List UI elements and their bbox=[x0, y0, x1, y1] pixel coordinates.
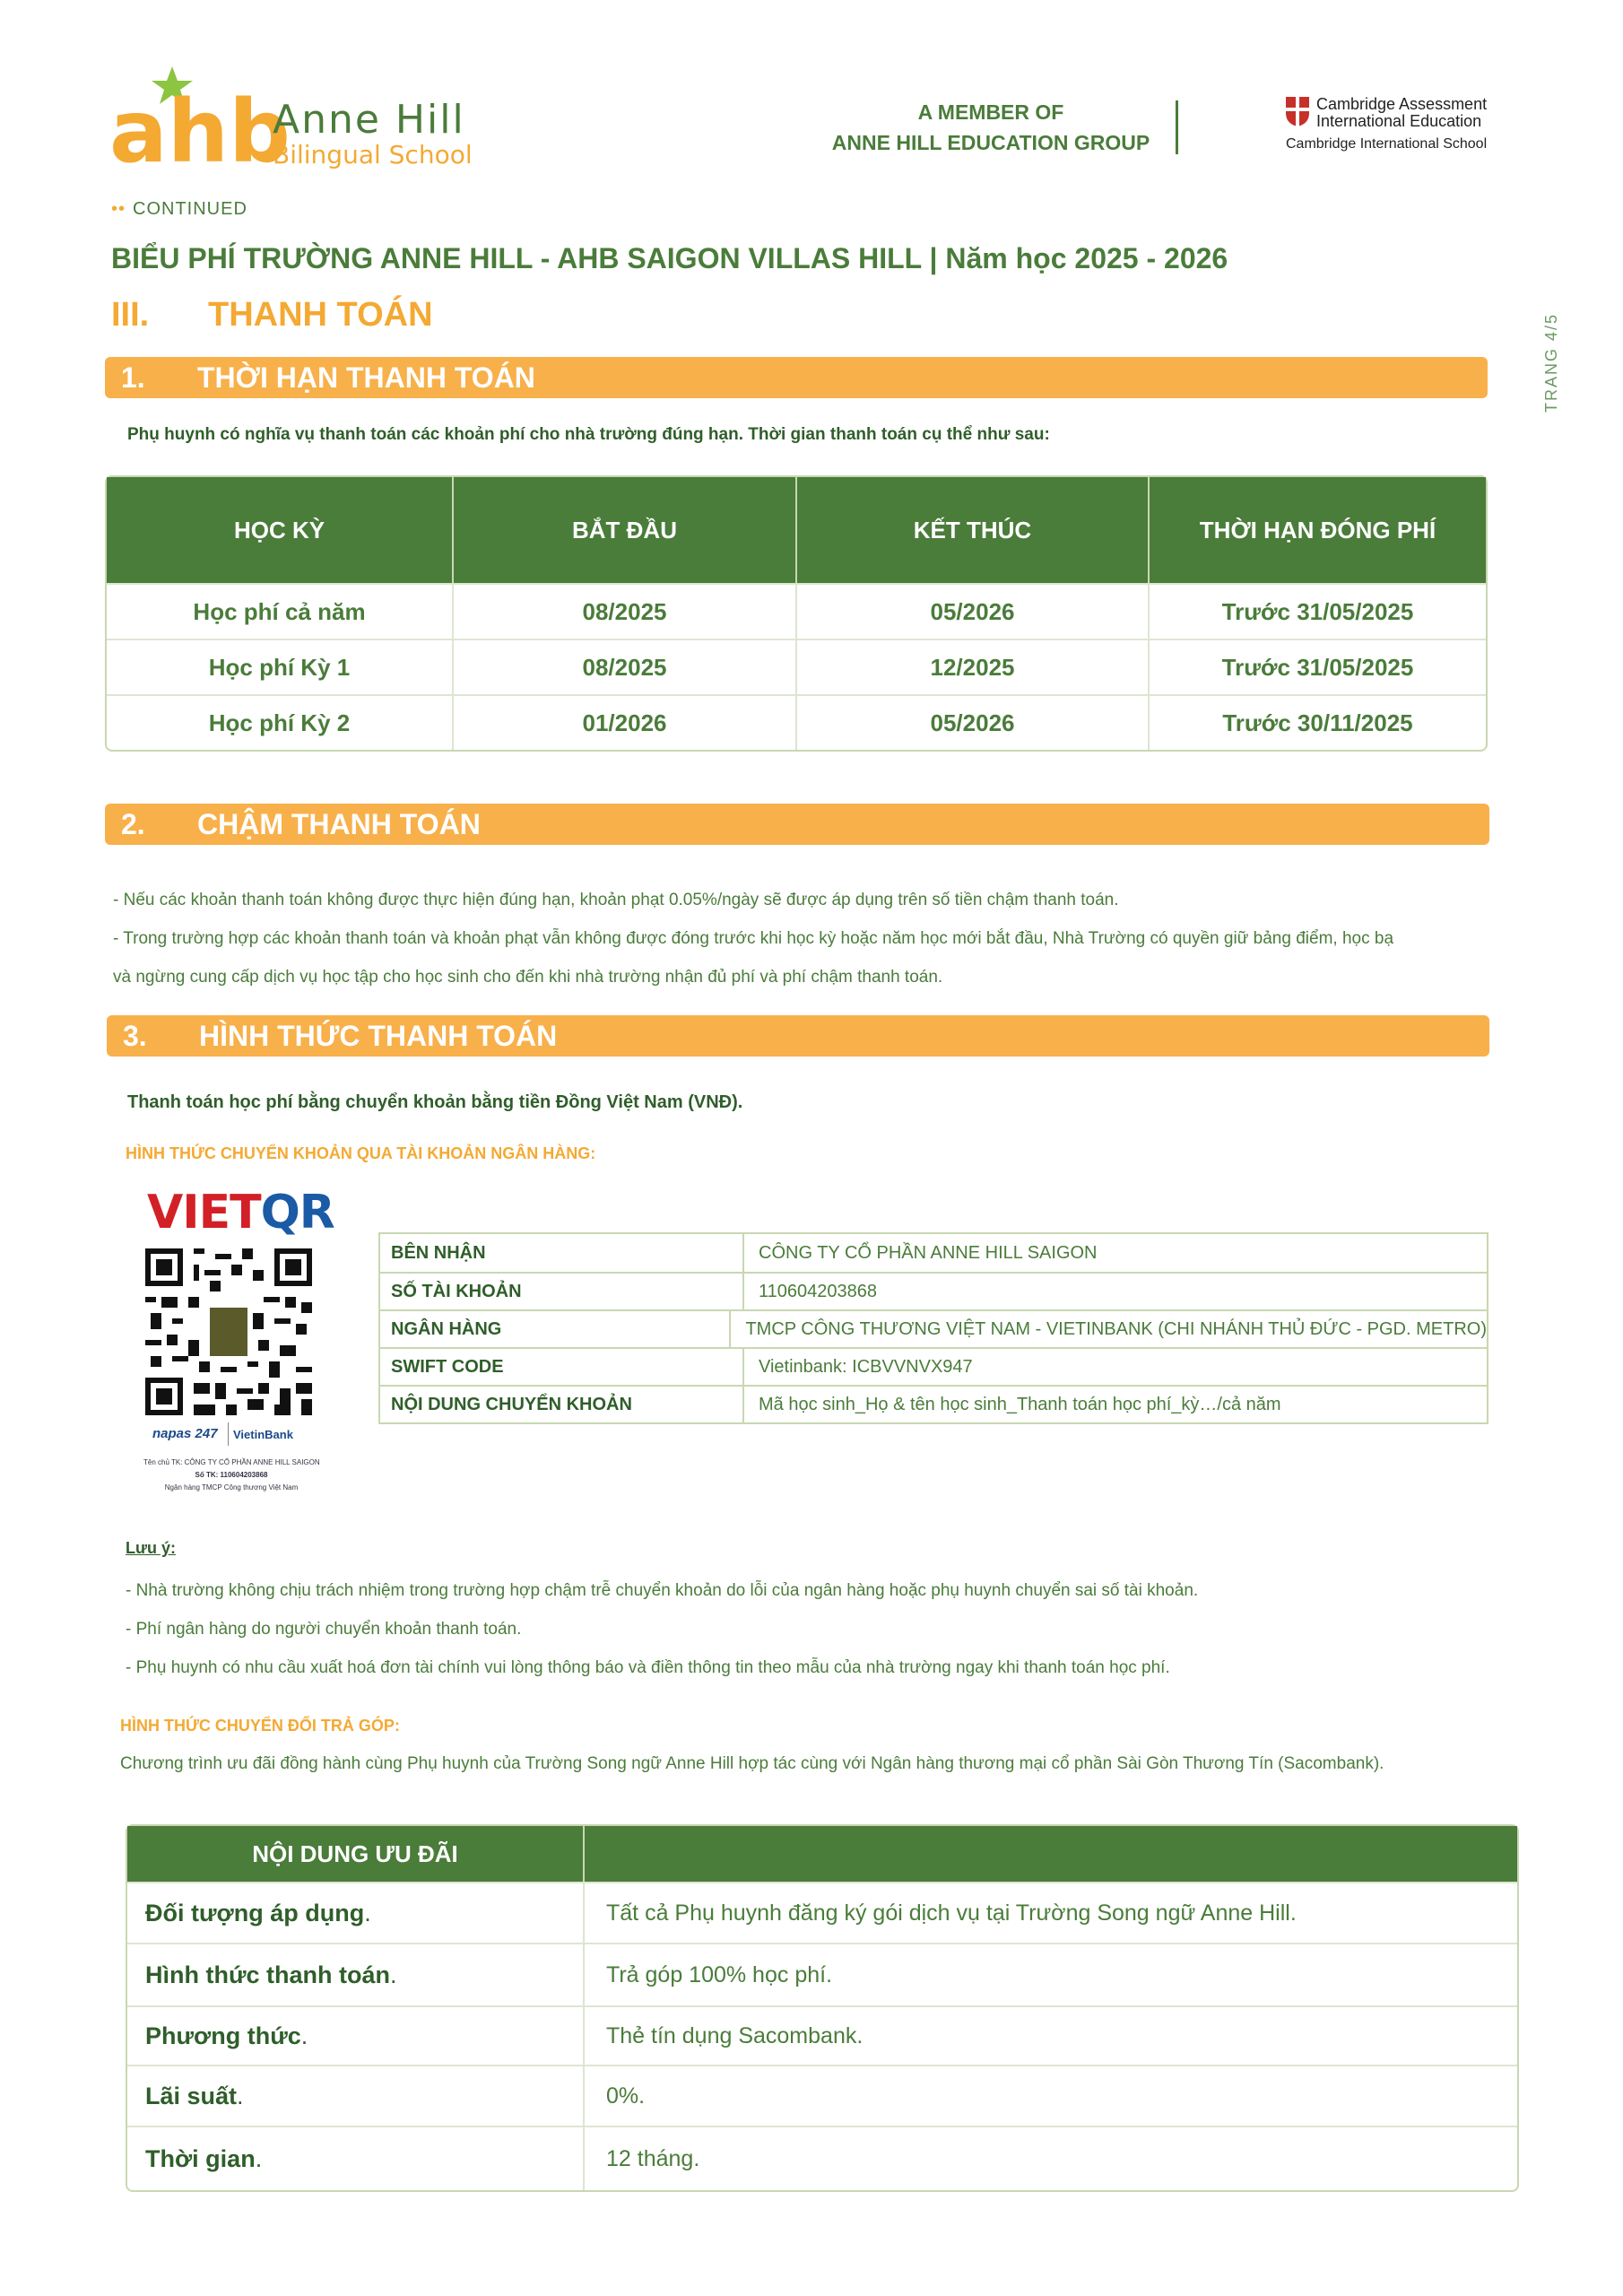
table-cell: Học phí cả năm bbox=[107, 585, 454, 639]
table-row bbox=[127, 1943, 1517, 2005]
member-of-group bbox=[812, 97, 1170, 158]
table-row bbox=[127, 2005, 1517, 2065]
cambridge-line-2: International Education bbox=[1316, 112, 1482, 130]
table-cell: Trước 30/11/2025 bbox=[1222, 709, 1413, 736]
cambridge-line-1: Cambridge Assessment bbox=[1316, 95, 1488, 113]
bank-info-table bbox=[378, 1232, 1488, 1424]
napas-logo: napas 247 bbox=[152, 1426, 218, 1441]
bank-field-label: NGÂN HÀNG bbox=[380, 1311, 731, 1347]
header-cell: HỌC KỲ bbox=[107, 477, 454, 583]
table-cell: 05/2026 bbox=[797, 585, 1150, 639]
table-cell: 08/2025 bbox=[454, 640, 797, 694]
vietqr-block bbox=[143, 1186, 334, 1500]
bank-field-value: Mã học sinh_Họ & tên học sinh_Thanh toán học phí_kỳ…/cả năm bbox=[759, 1394, 1281, 1414]
notes-list bbox=[126, 1571, 1471, 1687]
vietqr-logo: VIETQR bbox=[147, 1186, 334, 1239]
qr-code-icon bbox=[145, 1248, 312, 1415]
bullet-dots-icon: •• bbox=[111, 199, 126, 219]
table-cell: Học phí Kỳ 1 bbox=[107, 640, 454, 694]
header-cell: KẾT THÚC bbox=[797, 477, 1150, 583]
table-cell: 01/2026 bbox=[454, 696, 797, 750]
offer-label: Hình thức thanh toán . bbox=[127, 1944, 585, 2005]
cambridge-line-3: Cambridge International School bbox=[1286, 136, 1488, 152]
offer-value: 12 tháng. bbox=[606, 2145, 700, 2171]
bank-transfer-label: HÌNH THỨC CHUYỂN KHOẢN QUA TÀI KHOẢN NGÂN HÀNG: bbox=[126, 1144, 596, 1162]
header-cell-empty bbox=[585, 1826, 1517, 1882]
page-number: TRANG 4/5 bbox=[1542, 312, 1560, 413]
table-row bbox=[380, 1272, 1487, 1309]
bank-field-label: SỐ TÀI KHOẢN bbox=[380, 1274, 744, 1309]
bank-field-label: NỘI DUNG CHUYỂN KHOẢN bbox=[380, 1387, 744, 1422]
table-row bbox=[380, 1309, 1487, 1347]
table-cell: Học phí Kỳ 2 bbox=[107, 696, 454, 750]
table-row bbox=[380, 1385, 1487, 1422]
offer-value: Tất cả Phụ huynh đăng ký gói dịch vụ tại Trường Song ngữ Anne Hill. bbox=[606, 1900, 1297, 1926]
payment-currency-note: Thanh toán học phí bằng chuyển khoản bằng tiền Đồng Việt Nam (VNĐ). bbox=[127, 1092, 743, 1112]
section-3-bar: 3. HÌNH THỨC THANH TOÁN bbox=[107, 1015, 1489, 1057]
offer-label: Thời gian . bbox=[127, 2127, 585, 2190]
note-line: - Phí ngân hàng do người chuyển khoản thanh toán. bbox=[126, 1620, 522, 1639]
table-cell: Trước 31/05/2025 bbox=[1221, 653, 1414, 681]
note-line: - Nhà trường không chịu trách nhiệm trong trường hợp chậm trễ chuyển khoản do lỗi của ngân hàng hoặc phụ huynh chuyển sai số tài khoản. bbox=[126, 1581, 1199, 1600]
table-cell: 08/2025 bbox=[454, 585, 797, 639]
ahb-logo-mark bbox=[109, 65, 291, 182]
offer-value: Trả góp 100% học phí. bbox=[606, 1961, 833, 1987]
logo-divider bbox=[228, 1422, 229, 1446]
member-line-1: A MEMBER OF bbox=[917, 100, 1064, 124]
section-title: III. THANH TOÁN bbox=[111, 296, 433, 334]
section-2-bar: 2. CHẬM THANH TOÁN bbox=[105, 804, 1489, 845]
table-cell: Trước 31/05/2025 bbox=[1221, 597, 1414, 625]
installment-description: Chương trình ưu đãi đồng hành cùng Phụ huynh của Trường Song ngữ Anne Hill hợp tác cùng với Ngân hàng thương mại cổ phần Sài Gòn Thương Tín (Sacombank). bbox=[120, 1754, 1384, 1773]
cambridge-shield-icon bbox=[1284, 95, 1311, 127]
bank-field-label: SWIFT CODE bbox=[380, 1349, 744, 1385]
table-row bbox=[127, 1882, 1517, 1943]
paragraph-line: - Nếu các khoản thanh toán không được thực hiện đúng hạn, khoản phạt 0.05%/ngày sẽ được áp dụng trên số tiền chậm thanh toán. bbox=[113, 891, 1119, 909]
offer-value: Thẻ tín dụng Sacombank. bbox=[606, 2022, 864, 2048]
table-row bbox=[127, 2126, 1517, 2190]
document-title: BIỂU PHÍ TRƯỜNG ANNE HILL - AHB SAIGON VILLAS HILL | Năm học 2025 - 2026 bbox=[111, 242, 1228, 274]
table-row bbox=[107, 694, 1486, 750]
installment-label: HÌNH THỨC CHUYỂN ĐỔI TRẢ GÓP: bbox=[120, 1717, 400, 1735]
offer-label: Phương thức . bbox=[127, 2007, 585, 2065]
header-cell: BẮT ĐẦU bbox=[454, 477, 797, 583]
svg-text:ahb: ahb bbox=[109, 82, 291, 182]
header-divider bbox=[1176, 100, 1178, 154]
table-header bbox=[127, 1826, 1517, 1882]
continued-label: •• CONTINUED bbox=[111, 199, 247, 219]
qr-account-number: Số TK: 110604203868 bbox=[195, 1471, 268, 1479]
late-payment-text bbox=[113, 881, 1494, 996]
cambridge-badge bbox=[1284, 93, 1499, 156]
header-cell: NỘI DUNG ƯU ĐÃI bbox=[127, 1826, 585, 1882]
bank-field-value: Vietinbank: ICBVVNVX947 bbox=[759, 1356, 973, 1377]
qr-account-name: Tên chủ TK: CÔNG TY CỔ PHẦN ANNE HILL SAIGON bbox=[143, 1458, 320, 1466]
table-header bbox=[107, 477, 1486, 583]
member-line-2: ANNE HILL EDUCATION GROUP bbox=[831, 131, 1150, 154]
offer-label: Lãi suất . bbox=[127, 2066, 585, 2126]
qr-bank-name: Ngân hàng TMCP Công thương Việt Nam bbox=[164, 1483, 299, 1492]
paragraph-line: và ngừng cung cấp dịch vụ học tập cho học sinh cho đến khi nhà trường nhận đủ phí và phí chậm thanh toán. bbox=[113, 968, 943, 987]
note-title: Lưu ý: bbox=[126, 1539, 177, 1557]
logo-subtitle: Bilingual School bbox=[273, 140, 473, 170]
bank-field-label: BÊN NHẬN bbox=[380, 1234, 744, 1272]
table-row bbox=[380, 1234, 1487, 1272]
payment-schedule-table bbox=[105, 475, 1488, 752]
table-row bbox=[107, 583, 1486, 639]
offer-label: Đối tượng áp dụng . bbox=[127, 1883, 585, 1943]
table-cell: 12/2025 bbox=[797, 640, 1150, 694]
schedule-intro: Phụ huynh có nghĩa vụ thanh toán các khoản phí cho nhà trường đúng hạn. Thời gian thanh toán cụ thể như sau: bbox=[127, 425, 1050, 444]
note-line: - Phụ huynh có nhu cầu xuất hoá đơn tài chính vui lòng thông báo và điền thông tin theo mẫu của nhà trường ngay khi thanh toán học phí. bbox=[126, 1658, 1170, 1677]
table-row bbox=[107, 639, 1486, 694]
bank-field-value: CÔNG TY CỔ PHẦN ANNE HILL SAIGON bbox=[759, 1242, 1098, 1263]
logo-name: Anne Hill bbox=[273, 97, 465, 143]
section-1-bar: 1. THỜI HẠN THANH TOÁN bbox=[105, 357, 1488, 398]
table-cell: 05/2026 bbox=[797, 696, 1150, 750]
table-row bbox=[380, 1347, 1487, 1385]
vietinbank-logo: VietinBank bbox=[233, 1428, 293, 1441]
installment-offer-table bbox=[126, 1824, 1519, 2192]
school-logo bbox=[109, 65, 486, 182]
bank-field-value: TMCP CÔNG THƯƠNG VIỆT NAM - VIETINBANK (CHI NHÁNH THỦ ĐỨC - PGD. METRO) bbox=[745, 1318, 1487, 1339]
table-row bbox=[127, 2065, 1517, 2126]
offer-value: 0%. bbox=[606, 2083, 646, 2109]
bank-field-value: 110604203868 bbox=[759, 1281, 877, 1301]
header-cell: THỜI HẠN ĐÓNG PHÍ bbox=[1199, 516, 1436, 544]
paragraph-line: - Trong trường hợp các khoản thanh toán và khoản phạt vẫn không được đóng trước khi học kỳ hoặc năm học mới bắt đầu, Nhà Trường có quyền giữ bảng điểm, học bạ bbox=[113, 929, 1394, 948]
